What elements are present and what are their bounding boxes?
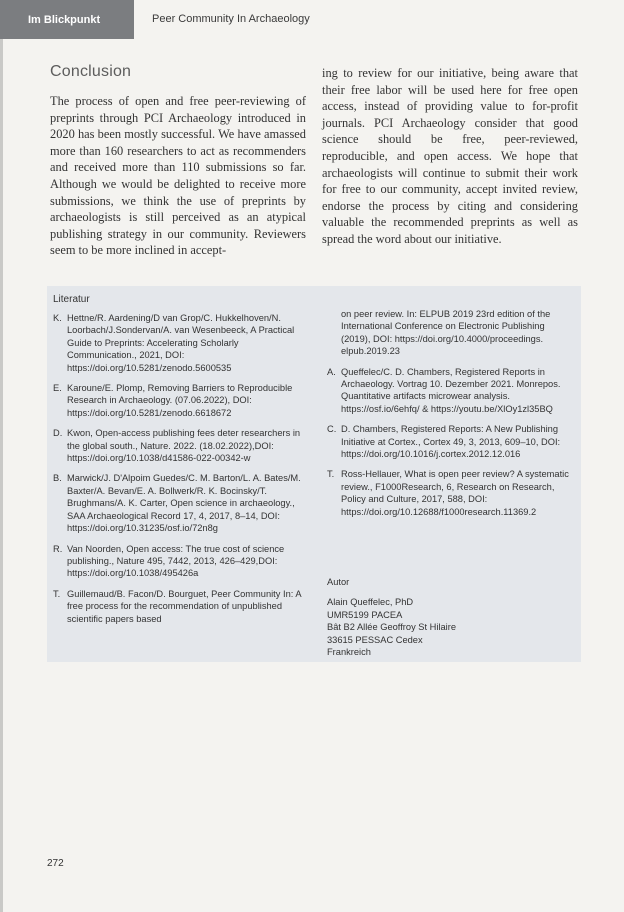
reference-initial: R. (53, 543, 63, 554)
section-tab: Im Blickpunkt (0, 0, 134, 39)
author-address-country: Frankreich (327, 647, 371, 658)
reference-initial: T. (53, 588, 61, 599)
reference-item (53, 472, 303, 534)
reference-initial: B. (53, 473, 62, 484)
reference-item (327, 366, 575, 416)
references-right-column (327, 308, 575, 526)
reference-text: D. Chambers, Registered Reports: A New Publishing Initiative at Cortex., Cortex 49, 3, 2013, 609–10, DOI: https://doi.org/10.1016/j.cortex.2012.12.016 (341, 424, 561, 460)
literature-heading: Literatur (53, 294, 90, 305)
reference-continuation: on peer review. In: ELPUB 2019 23rd edition of the International Conference on Electronic Publishing (2019), DOI: https://doi.org/10.4000/proceedings. elpub.2019.23 (341, 309, 551, 357)
journal-title: Peer Community In Archaeology (152, 13, 310, 25)
reference-initial: K. (53, 313, 62, 323)
reference-initial: C. (327, 424, 337, 435)
page-edge (0, 0, 3, 912)
author-block (327, 576, 567, 658)
conclusion-paragraph-part1: The process of open and free peer-reviewing of preprints through PCI Archaeology introduced in 2020 has been mostly successful. We have amassed more than 160 researchers to act as recommenders and received more than 110 submissions so far. Although we would be delighted to receive more submissions, we think the use of preprints by archaeologists is still perceived as an atypical publishing strategy in our community. Reviewers seem to be more inclined in accept- (50, 94, 306, 258)
reference-text: Marwick/J. D'Alpoim Guedes/C. M. Barton/L. A. Bates/M. Baxter/A. Bevan/E. A. Bollwerk/R. K. Bocinsky/T. Brughmans/A. K. Carter, Open science in archaeology., SAA Archaeological Record 17, 4, 2017, 8–14, DOI: https://doi.org/10.31235/osf.io/72n8g (67, 473, 301, 534)
reference-item (53, 543, 303, 580)
reference-text: Van Noorden, Open access: The true cost of science publishing., Nature 495, 7442, 2013, 426–429,DOI: https://doi.org/10.1038/495426a (67, 543, 285, 579)
reference-initial: E. (53, 383, 62, 394)
author-address-city: 33615 PESSAC Cedex (327, 634, 423, 645)
references-left-column (53, 312, 303, 633)
reference-text: Ross-Hellauer, What is open peer review? A systematic review., F1000Research, 6, Research on Research, Policy and Culture, 2017, 588, DOI: https://doi.org/10.12688/f1000research.11369.2 (341, 469, 569, 517)
reference-initial: D. (53, 428, 63, 439)
reference-text: Karoune/E. Plomp, Removing Barriers to Reproducible Research in Archaeology. (07.06.2022), DOI: https://doi.org/10.5281/zenodo.6618672 (67, 383, 293, 418)
reference-text: Kwon, Open-access publishing fees deter researchers in the global south., Nature. 2022. (18.02.2022),DOI: https://doi.org/10.1038/d41586-022-00342-w (67, 428, 301, 464)
author-name: Alain Queffelec, PhD (327, 597, 414, 608)
page-number: 272 (47, 858, 64, 869)
reference-text: Queffelec/C. D. Chambers, Registered Reports in Archaeology. Vortrag 10. Dezember 2021. Monrepos. Quantitative artifacts microwear analysis. https://osf.io/6ehfq/ & https://youtu.be/XlOy1zl35BQ (341, 366, 561, 414)
author-address-street: Bât B2 Allée Geoffroy St Hilaire (327, 622, 457, 633)
conclusion-paragraph-part2: ing to review for our initiative, being aware that their free labor will be used here for free open access, instead of providing value to for-profit journals. PCI Archaeology consider that good science should be free, peer-reviewed, reproducible, and open access. We hope that archaeologists will continue to submit their work for free to our community, accept invited review, endorse the process by citing and considering valuable the recommended preprints as well as spread the word about our initiative. (322, 66, 578, 246)
reference-text: Hettne/R. Aardening/D van Grop/C. Hukkelhoven/N. Loorbach/J.Sondervan/A. van Wesenbeeck, A Practical Guide to Preprints: Accelerating Scholarly Communication., 2021, DOI: https://doi.org/10.5281/zenodo.5600535 (67, 313, 295, 373)
reference-initial: T. (327, 469, 335, 480)
author-affiliation: UMR5199 PACEA (327, 609, 403, 620)
section-heading-conclusion: Conclusion (50, 63, 132, 80)
reference-item (53, 427, 303, 464)
reference-item (327, 468, 575, 518)
reference-item (327, 423, 575, 460)
reference-item (53, 588, 303, 625)
author-heading: Autor (327, 577, 350, 587)
reference-item (53, 312, 303, 374)
reference-initial: A. (327, 366, 336, 377)
reference-item (53, 382, 303, 419)
reference-text: Guillemaud/B. Facon/D. Bourguet, Peer Community In: A free process for the recommendation of unpublished scientific papers based (67, 588, 302, 624)
